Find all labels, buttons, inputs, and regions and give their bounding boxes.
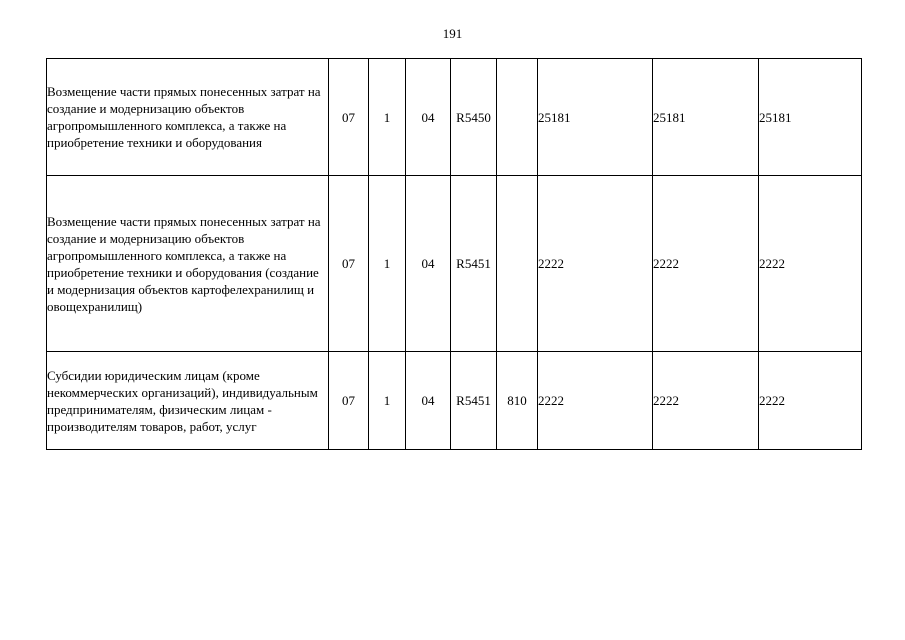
section-cell: 07	[329, 59, 369, 176]
target-article-cell: R5450	[451, 59, 497, 176]
amount-1-cell: 2222	[538, 352, 653, 450]
budget-table	[46, 58, 862, 450]
expense-type-cell: 810	[497, 352, 538, 450]
table-row	[47, 352, 862, 450]
program-cell: 04	[406, 352, 451, 450]
row-name-cell: Субсидии юридическим лицам (кроме некоммерческих организаций), индивидуальным предпринимателям, физическим лицам - производителям товаров, работ, услуг	[47, 352, 329, 450]
amount-2-cell: 25181	[653, 59, 759, 176]
amount-2-cell: 2222	[653, 176, 759, 352]
expense-type-cell	[497, 59, 538, 176]
amount-3-cell: 25181	[759, 59, 862, 176]
program-cell: 04	[406, 176, 451, 352]
section-cell: 07	[329, 352, 369, 450]
amount-1-cell: 25181	[538, 59, 653, 176]
program-cell: 04	[406, 59, 451, 176]
expense-type-cell	[497, 176, 538, 352]
page-number: 191	[442, 26, 463, 41]
target-article-cell: R5451	[451, 352, 497, 450]
section-cell: 07	[329, 176, 369, 352]
subsection-cell: 1	[369, 59, 406, 176]
target-article-cell: R5451	[451, 176, 497, 352]
amount-3-cell: 2222	[759, 352, 862, 450]
amount-1-cell: 2222	[538, 176, 653, 352]
table-row	[47, 59, 862, 176]
subsection-cell: 1	[369, 352, 406, 450]
row-name-cell: Возмещение части прямых понесенных затрат на создание и модернизацию объектов агропромышленного комплекса, а также на приобретение техники и оборудования	[47, 59, 329, 176]
amount-3-cell: 2222	[759, 176, 862, 352]
amount-2-cell: 2222	[653, 352, 759, 450]
subsection-cell: 1	[369, 176, 406, 352]
row-name-cell: Возмещение части прямых понесенных затрат на создание и модернизацию объектов агропромышленного комплекса, а также на приобретение техники и оборудования (создание и модернизация объектов картофелехранилищ и овощехранилищ)	[47, 176, 329, 352]
table-row	[47, 176, 862, 352]
